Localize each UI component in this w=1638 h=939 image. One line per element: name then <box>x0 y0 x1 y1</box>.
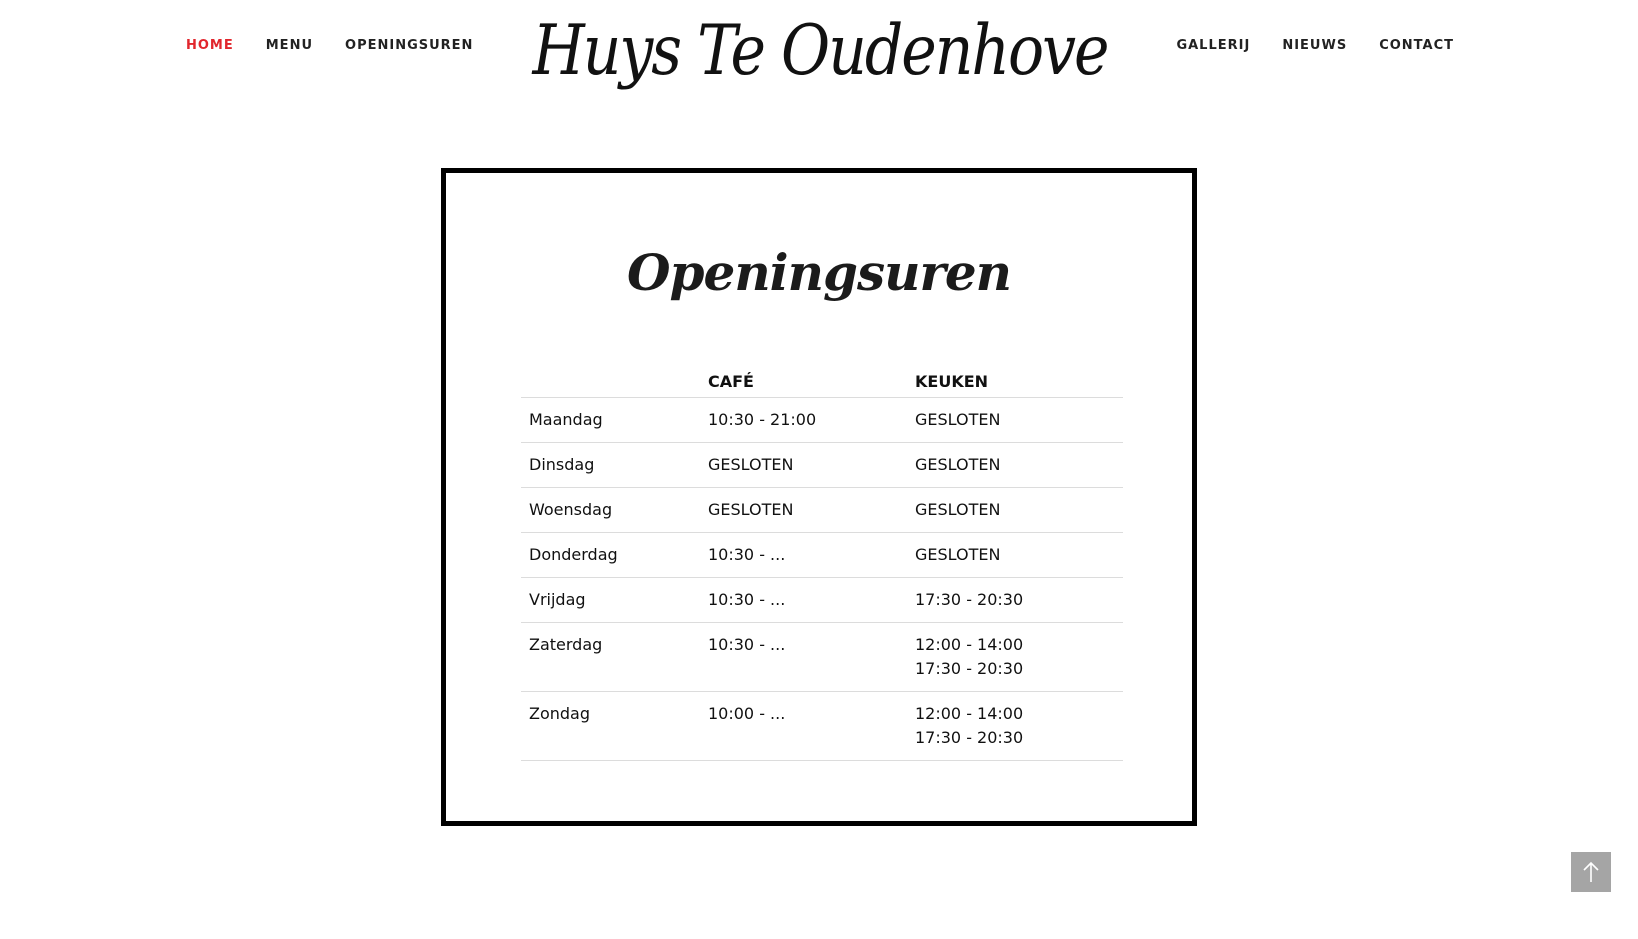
cafe-hours: 10:30 - ... <box>708 635 786 654</box>
table-row <box>521 443 1123 488</box>
cafe-hours: GESLOTEN <box>708 500 794 519</box>
cafe-cell <box>708 488 915 533</box>
hours-table <box>521 356 1123 761</box>
kitchen-hours: 17:30 - 20:30 <box>915 590 1024 609</box>
opening-hours-box <box>441 168 1197 826</box>
back-to-top-button[interactable] <box>1571 852 1611 892</box>
cafe-cell <box>708 443 915 488</box>
kitchen-hours: 12:00 - 14:00 <box>915 635 1024 654</box>
kitchen-hours: GESLOTEN <box>915 455 1001 474</box>
kitchen-hours: GESLOTEN <box>915 545 1001 564</box>
header-kitchen: KEUKEN <box>915 356 1123 398</box>
day-cell: Zondag <box>521 692 708 761</box>
kitchen-hours: GESLOTEN <box>915 410 1001 429</box>
kitchen-hours: 17:30 - 20:30 <box>915 659 1024 678</box>
table-row <box>521 533 1123 578</box>
kitchen-cell <box>915 443 1123 488</box>
nav-item-contact[interactable]: CONTACT <box>1379 38 1454 53</box>
cafe-hours: 10:30 - ... <box>708 545 786 564</box>
hours-title: Openingsuren <box>627 243 1011 302</box>
table-row <box>521 578 1123 623</box>
table-row <box>521 398 1123 443</box>
arrow-up-icon <box>1581 860 1601 884</box>
day-cell: Donderdag <box>521 533 708 578</box>
kitchen-cell <box>915 533 1123 578</box>
kitchen-cell <box>915 398 1123 443</box>
cafe-hours: 10:00 - ... <box>708 704 786 723</box>
cafe-cell <box>708 533 915 578</box>
nav-left <box>186 38 473 53</box>
cafe-cell <box>708 578 915 623</box>
header-day <box>521 356 708 398</box>
cafe-hours: 10:30 - 21:00 <box>708 410 817 429</box>
cafe-cell <box>708 398 915 443</box>
nav-right <box>1176 38 1454 53</box>
site-logo[interactable] <box>532 4 1108 100</box>
nav-item-menu[interactable]: MENU <box>265 38 314 53</box>
day-cell: Dinsdag <box>521 443 708 488</box>
kitchen-hours: GESLOTEN <box>915 500 1001 519</box>
day-cell: Zaterdag <box>521 623 708 692</box>
day-cell: Woensdag <box>521 488 708 533</box>
nav-item-gallerij[interactable]: GALLERIJ <box>1176 38 1251 53</box>
cafe-hours: GESLOTEN <box>708 455 794 474</box>
cafe-cell <box>708 692 915 761</box>
hours-header-row <box>521 356 1123 398</box>
header-cafe: CAFÉ <box>708 356 915 398</box>
kitchen-hours: 17:30 - 20:30 <box>915 728 1024 747</box>
kitchen-cell <box>915 692 1123 761</box>
logo-text: Huys Te Oudenhove <box>532 11 1108 92</box>
nav-item-home[interactable]: HOME <box>186 38 234 53</box>
table-row <box>521 692 1123 761</box>
site-header <box>0 0 1638 110</box>
table-row <box>521 488 1123 533</box>
kitchen-cell <box>915 578 1123 623</box>
nav-item-openingsuren[interactable]: OPENINGSUREN <box>345 38 474 53</box>
table-row <box>521 623 1123 692</box>
cafe-hours: 10:30 - ... <box>708 590 786 609</box>
nav-item-nieuws[interactable]: NIEUWS <box>1282 38 1348 53</box>
cafe-cell <box>708 623 915 692</box>
kitchen-cell <box>915 488 1123 533</box>
kitchen-cell <box>915 623 1123 692</box>
kitchen-hours: 12:00 - 14:00 <box>915 704 1024 723</box>
day-cell: Maandag <box>521 398 708 443</box>
day-cell: Vrijdag <box>521 578 708 623</box>
